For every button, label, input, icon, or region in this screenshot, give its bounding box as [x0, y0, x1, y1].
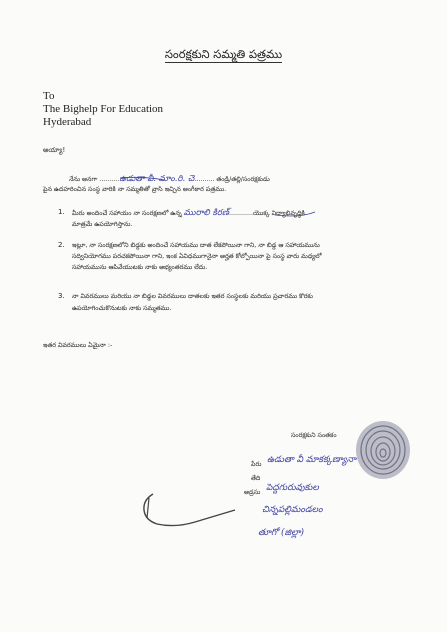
- signature-heading: సంరక్షకుని సంతకం: [291, 432, 337, 439]
- point-number: 1.: [58, 208, 65, 216]
- intro-dots: ..........: [99, 176, 120, 183]
- signature-name-label: పేరు: [251, 461, 262, 468]
- signature-date-label: తేది: [251, 475, 261, 482]
- other-details-label: ఇతర వివరములు ఏమైనా :-: [43, 342, 113, 349]
- point-3-line-2: ఉపయోగించుకొనుటకు నాకు సమ్మతము.: [72, 305, 172, 312]
- address-to: To: [43, 90, 55, 102]
- point-2-line-1: ఇట్లూ, నా సంరక్షణలోని బిడ్డకు అందించే సహాయము దాత లేకపోయినా గాని, నా బిడ్డ ఆ సహాయమును: [72, 242, 320, 249]
- intro-name-prefix: నేను అనగా: [69, 176, 100, 183]
- student-name-handwritten: మురాలి కిరణ్: [183, 208, 229, 218]
- guardian-name-handwritten: ఉడుతా వీ. మాం.రి. చె: [119, 174, 195, 184]
- point-number: 2.: [58, 241, 65, 249]
- point-1-text-b: ............యొక్క విద్యాభివృద్ధికి: [228, 210, 305, 217]
- intro-dots-2: ..........: [194, 176, 215, 183]
- intro-relation: తండ్రి/తల్లి/సంరక్షకుడు: [214, 176, 270, 183]
- address-city: Hyderabad: [43, 116, 92, 128]
- signature-address-label: అడ్రసు: [244, 489, 261, 496]
- point-1-text-a: మీరు అందించే సహాయం నా సంరక్షణలో ఉన్న: [72, 210, 184, 217]
- address-line-2-handwritten: చిన్నపల్లిమండలం: [262, 505, 323, 515]
- point-2-line-3: సహాయమును ఆపివేయుటకు నాకు అభ్యంతరము లేదు.: [72, 264, 208, 271]
- intro-line-2: పైన ఉదహరించిన సంస్థ వారికి నా సమ్మతితో వ్రాసి ఇచ్చిన అంగీకార పత్రము.: [43, 186, 227, 193]
- signature-name-handwritten: ఉడుతా వీ మాకక్కణ్యానా: [267, 455, 357, 465]
- point-2-line-2: సద్వినియోగము పరచకపోయినా గాని, ఇంక ఏవిధముగానైనా అర్హత కోల్పోయినా పై సంస్థ వారు మధ్యలో: [72, 253, 322, 260]
- point-number: 3.: [58, 292, 65, 300]
- signature-scribble-image: [135, 488, 240, 530]
- point-1-line-2: మాత్రమే ఉపయోగిస్తాను.: [72, 221, 133, 228]
- address-line-3-handwritten: తూగో (జిల్లా): [258, 528, 305, 538]
- address-org: The Bighelp For Education: [43, 103, 164, 115]
- page-title: సంరక్షకుని సమ్మతి పత్రము: [164, 47, 283, 61]
- salutation: అయ్యా!: [43, 146, 66, 154]
- address-line-1-handwritten: పెద్దగురువుకుల: [266, 483, 319, 493]
- point-3-line-1: నా వివరములు మరియు నా బిడ్డల వివరములు దాతలకు ఇతర సంస్థలకు మరియు ప్రచారము కొరకు: [72, 293, 313, 300]
